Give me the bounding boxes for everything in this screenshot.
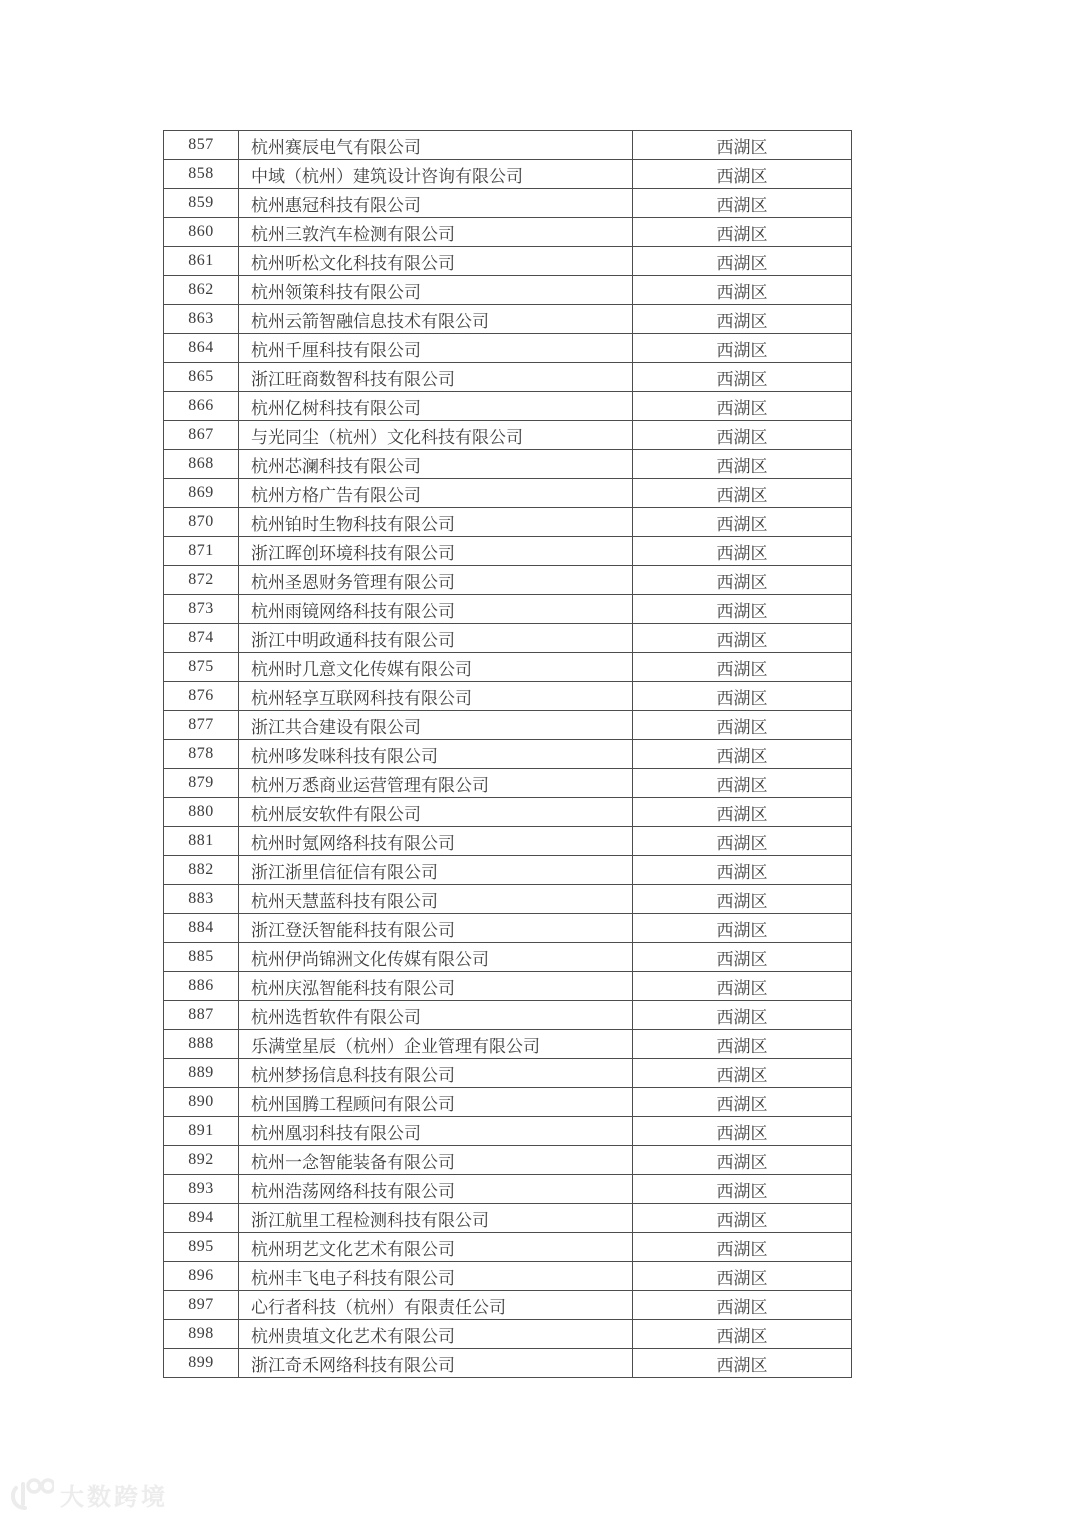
company-name-cell: 浙江晖创环境科技有限公司 [239, 537, 633, 566]
company-name-cell: 杭州庆泓智能科技有限公司 [239, 972, 633, 1001]
table-row [164, 334, 852, 363]
company-name-cell: 杭州听松文化科技有限公司 [239, 247, 633, 276]
district-cell: 西湖区 [633, 479, 852, 508]
watermark [10, 1474, 168, 1514]
table-row [164, 1320, 852, 1349]
company-name-cell: 杭州领策科技有限公司 [239, 276, 633, 305]
table-row [164, 653, 852, 682]
district-cell: 西湖区 [633, 624, 852, 653]
company-name-cell: 浙江共合建设有限公司 [239, 711, 633, 740]
table-row [164, 1059, 852, 1088]
table-row [164, 276, 852, 305]
company-name-cell: 浙江登沃智能科技有限公司 [239, 914, 633, 943]
company-name-cell: 杭州丰飞电子科技有限公司 [239, 1262, 633, 1291]
district-cell: 西湖区 [633, 189, 852, 218]
row-number-cell: 899 [164, 1349, 239, 1378]
company-name-cell: 与光同尘（杭州）文化科技有限公司 [239, 421, 633, 450]
row-number-cell: 860 [164, 218, 239, 247]
table-row [164, 827, 852, 856]
table-row [164, 595, 852, 624]
company-name-cell: 浙江中明政通科技有限公司 [239, 624, 633, 653]
table-row [164, 856, 852, 885]
row-number-cell: 867 [164, 421, 239, 450]
table-row [164, 711, 852, 740]
table-row [164, 914, 852, 943]
district-cell: 西湖区 [633, 1262, 852, 1291]
table-row [164, 247, 852, 276]
table-row [164, 421, 852, 450]
table-row [164, 1291, 852, 1320]
table-row [164, 450, 852, 479]
row-number-cell: 876 [164, 682, 239, 711]
district-cell: 西湖区 [633, 682, 852, 711]
district-cell: 西湖区 [633, 1088, 852, 1117]
company-name-cell: 中域（杭州）建筑设计咨询有限公司 [239, 160, 633, 189]
district-cell: 西湖区 [633, 363, 852, 392]
row-number-cell: 871 [164, 537, 239, 566]
row-number-cell: 884 [164, 914, 239, 943]
company-name-cell: 杭州选哲软件有限公司 [239, 1001, 633, 1030]
row-number-cell: 868 [164, 450, 239, 479]
company-name-cell: 杭州贵埴文化艺术有限公司 [239, 1320, 633, 1349]
district-cell: 西湖区 [633, 450, 852, 479]
row-number-cell: 864 [164, 334, 239, 363]
row-number-cell: 894 [164, 1204, 239, 1233]
table-row [164, 1233, 852, 1262]
row-number-cell: 865 [164, 363, 239, 392]
table-row [164, 1088, 852, 1117]
row-number-cell: 862 [164, 276, 239, 305]
table-row [164, 885, 852, 914]
row-number-cell: 895 [164, 1233, 239, 1262]
company-name-cell: 浙江奇禾网络科技有限公司 [239, 1349, 633, 1378]
table-row [164, 1146, 852, 1175]
company-name-cell: 杭州哆发咪科技有限公司 [239, 740, 633, 769]
district-cell: 西湖区 [633, 856, 852, 885]
table-row [164, 972, 852, 1001]
row-number-cell: 889 [164, 1059, 239, 1088]
district-cell: 西湖区 [633, 1146, 852, 1175]
company-name-cell: 杭州万悉商业运营管理有限公司 [239, 769, 633, 798]
district-cell: 西湖区 [633, 798, 852, 827]
row-number-cell: 888 [164, 1030, 239, 1059]
table-row [164, 1117, 852, 1146]
district-cell: 西湖区 [633, 1030, 852, 1059]
district-cell: 西湖区 [633, 595, 852, 624]
district-cell: 西湖区 [633, 885, 852, 914]
district-cell: 西湖区 [633, 943, 852, 972]
district-cell: 西湖区 [633, 537, 852, 566]
district-cell: 西湖区 [633, 769, 852, 798]
district-cell: 西湖区 [633, 653, 852, 682]
row-number-cell: 881 [164, 827, 239, 856]
company-table-body [164, 131, 852, 1378]
row-number-cell: 878 [164, 740, 239, 769]
table-row [164, 1204, 852, 1233]
row-number-cell: 880 [164, 798, 239, 827]
company-name-cell: 杭州国腾工程顾问有限公司 [239, 1088, 633, 1117]
row-number-cell: 893 [164, 1175, 239, 1204]
company-name-cell: 杭州雨镜网络科技有限公司 [239, 595, 633, 624]
district-cell: 西湖区 [633, 131, 852, 160]
district-cell: 西湖区 [633, 392, 852, 421]
company-name-cell: 杭州梦扬信息科技有限公司 [239, 1059, 633, 1088]
company-name-cell: 杭州轻享互联网科技有限公司 [239, 682, 633, 711]
district-cell: 西湖区 [633, 160, 852, 189]
row-number-cell: 858 [164, 160, 239, 189]
company-name-cell: 杭州惠冠科技有限公司 [239, 189, 633, 218]
row-number-cell: 883 [164, 885, 239, 914]
company-name-cell: 杭州三敦汽车检测有限公司 [239, 218, 633, 247]
company-name-cell: 杭州芯澜科技有限公司 [239, 450, 633, 479]
company-name-cell: 杭州伊尚锦洲文化传媒有限公司 [239, 943, 633, 972]
table-row [164, 566, 852, 595]
company-name-cell: 杭州凰羽科技有限公司 [239, 1117, 633, 1146]
table-row [164, 1001, 852, 1030]
row-number-cell: 863 [164, 305, 239, 334]
row-number-cell: 866 [164, 392, 239, 421]
table-row [164, 508, 852, 537]
row-number-cell: 892 [164, 1146, 239, 1175]
district-cell: 西湖区 [633, 276, 852, 305]
table-row [164, 218, 852, 247]
district-cell: 西湖区 [633, 247, 852, 276]
row-number-cell: 861 [164, 247, 239, 276]
table-row [164, 624, 852, 653]
company-name-cell: 杭州圣恩财务管理有限公司 [239, 566, 633, 595]
row-number-cell: 875 [164, 653, 239, 682]
district-cell: 西湖区 [633, 711, 852, 740]
row-number-cell: 898 [164, 1320, 239, 1349]
company-name-cell: 杭州时氪网络科技有限公司 [239, 827, 633, 856]
row-number-cell: 869 [164, 479, 239, 508]
company-name-cell: 杭州时几意文化传媒有限公司 [239, 653, 633, 682]
company-name-cell: 浙江浙里信征信有限公司 [239, 856, 633, 885]
district-cell: 西湖区 [633, 740, 852, 769]
table-row [164, 1349, 852, 1378]
company-table [163, 130, 852, 1378]
dashu-kuajing-logo-icon [10, 1474, 54, 1514]
company-name-cell: 心行者科技（杭州）有限责任公司 [239, 1291, 633, 1320]
table-row [164, 943, 852, 972]
table-row [164, 1262, 852, 1291]
district-cell: 西湖区 [633, 1059, 852, 1088]
table-row [164, 537, 852, 566]
company-name-cell: 杭州辰安软件有限公司 [239, 798, 633, 827]
row-number-cell: 873 [164, 595, 239, 624]
row-number-cell: 882 [164, 856, 239, 885]
district-cell: 西湖区 [633, 1117, 852, 1146]
row-number-cell: 872 [164, 566, 239, 595]
district-cell: 西湖区 [633, 218, 852, 247]
table-row [164, 189, 852, 218]
district-cell: 西湖区 [633, 972, 852, 1001]
row-number-cell: 874 [164, 624, 239, 653]
district-cell: 西湖区 [633, 421, 852, 450]
row-number-cell: 886 [164, 972, 239, 1001]
row-number-cell: 859 [164, 189, 239, 218]
district-cell: 西湖区 [633, 914, 852, 943]
table-row [164, 1175, 852, 1204]
row-number-cell: 885 [164, 943, 239, 972]
company-name-cell: 浙江航里工程检测科技有限公司 [239, 1204, 633, 1233]
row-number-cell: 857 [164, 131, 239, 160]
table-row [164, 131, 852, 160]
watermark-text: 大数跨境 [60, 1483, 168, 1511]
district-cell: 西湖区 [633, 305, 852, 334]
row-number-cell: 887 [164, 1001, 239, 1030]
table-row [164, 305, 852, 334]
company-name-cell: 杭州天慧蓝科技有限公司 [239, 885, 633, 914]
row-number-cell: 877 [164, 711, 239, 740]
company-name-cell: 杭州铂时生物科技有限公司 [239, 508, 633, 537]
table-row [164, 160, 852, 189]
table-row [164, 392, 852, 421]
district-cell: 西湖区 [633, 508, 852, 537]
district-cell: 西湖区 [633, 566, 852, 595]
company-name-cell: 杭州云箭智融信息技术有限公司 [239, 305, 633, 334]
district-cell: 西湖区 [633, 1175, 852, 1204]
table-row [164, 363, 852, 392]
company-name-cell: 杭州玥艺文化艺术有限公司 [239, 1233, 633, 1262]
table-row [164, 479, 852, 508]
company-name-cell: 杭州方格广告有限公司 [239, 479, 633, 508]
table-row [164, 1030, 852, 1059]
row-number-cell: 891 [164, 1117, 239, 1146]
company-name-cell: 杭州赛辰电气有限公司 [239, 131, 633, 160]
row-number-cell: 870 [164, 508, 239, 537]
district-cell: 西湖区 [633, 1291, 852, 1320]
company-name-cell: 杭州亿树科技有限公司 [239, 392, 633, 421]
row-number-cell: 890 [164, 1088, 239, 1117]
company-name-cell: 杭州浩荡网络科技有限公司 [239, 1175, 633, 1204]
district-cell: 西湖区 [633, 827, 852, 856]
table-row [164, 798, 852, 827]
table-row [164, 682, 852, 711]
district-cell: 西湖区 [633, 1233, 852, 1262]
district-cell: 西湖区 [633, 1204, 852, 1233]
district-cell: 西湖区 [633, 1320, 852, 1349]
table-row [164, 769, 852, 798]
row-number-cell: 896 [164, 1262, 239, 1291]
company-name-cell: 杭州一念智能装备有限公司 [239, 1146, 633, 1175]
company-name-cell: 杭州千厘科技有限公司 [239, 334, 633, 363]
district-cell: 西湖区 [633, 334, 852, 363]
district-cell: 西湖区 [633, 1349, 852, 1378]
company-name-cell: 浙江旺商数智科技有限公司 [239, 363, 633, 392]
row-number-cell: 897 [164, 1291, 239, 1320]
row-number-cell: 879 [164, 769, 239, 798]
table-row [164, 740, 852, 769]
district-cell: 西湖区 [633, 1001, 852, 1030]
company-name-cell: 乐满堂星辰（杭州）企业管理有限公司 [239, 1030, 633, 1059]
